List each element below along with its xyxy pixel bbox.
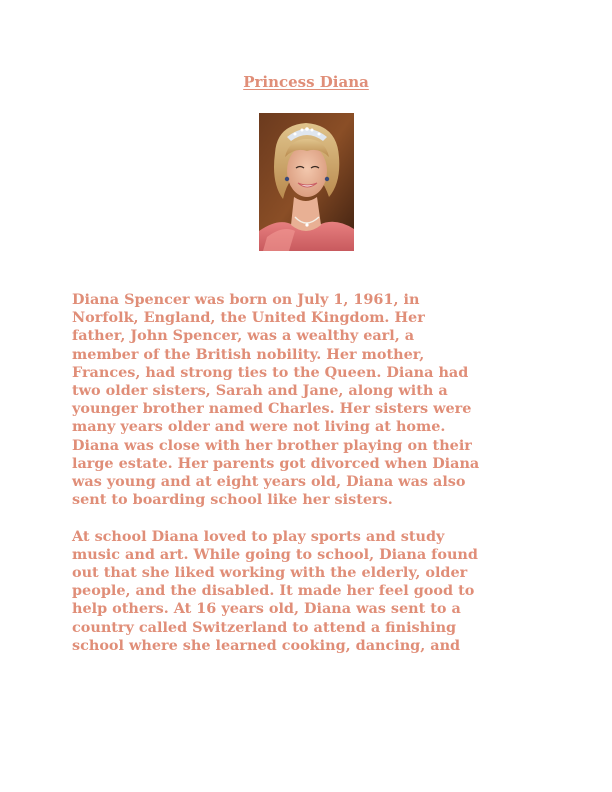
paragraph-1: Diana Spencer was born on July 1, 1961, in Norfolk, England, the United Kingdom. Her father, John Spencer, was a wealthy earl, a member of the British nobility. Her mother, Frances, had strong ties to the Queen. Diana had two older sisters, Sarah and Jane, along with a younger brother named Charles. Her sisters were many years older and were not living at home. Diana was close with her brother playing on their large estate. Her parents got divorced when Diana was young and at eight years old, Diana was also sent to boarding school like her sisters. <box>72 291 480 509</box>
article-body <box>72 291 547 655</box>
portrait-photo <box>259 113 354 251</box>
page-title: Princess Diana <box>243 73 369 91</box>
paragraph-2: At school Diana loved to play sports and study music and art. While going to school, Diana found out that she liked working with the elderly, older people, and the disabled. It made her feel good to help others. At 16 years old, Diana was sent to a country called Switzerland to attend a finishing school where she learned cooking, dancing, and <box>72 527 478 654</box>
portrait-photo-icon <box>259 113 354 251</box>
